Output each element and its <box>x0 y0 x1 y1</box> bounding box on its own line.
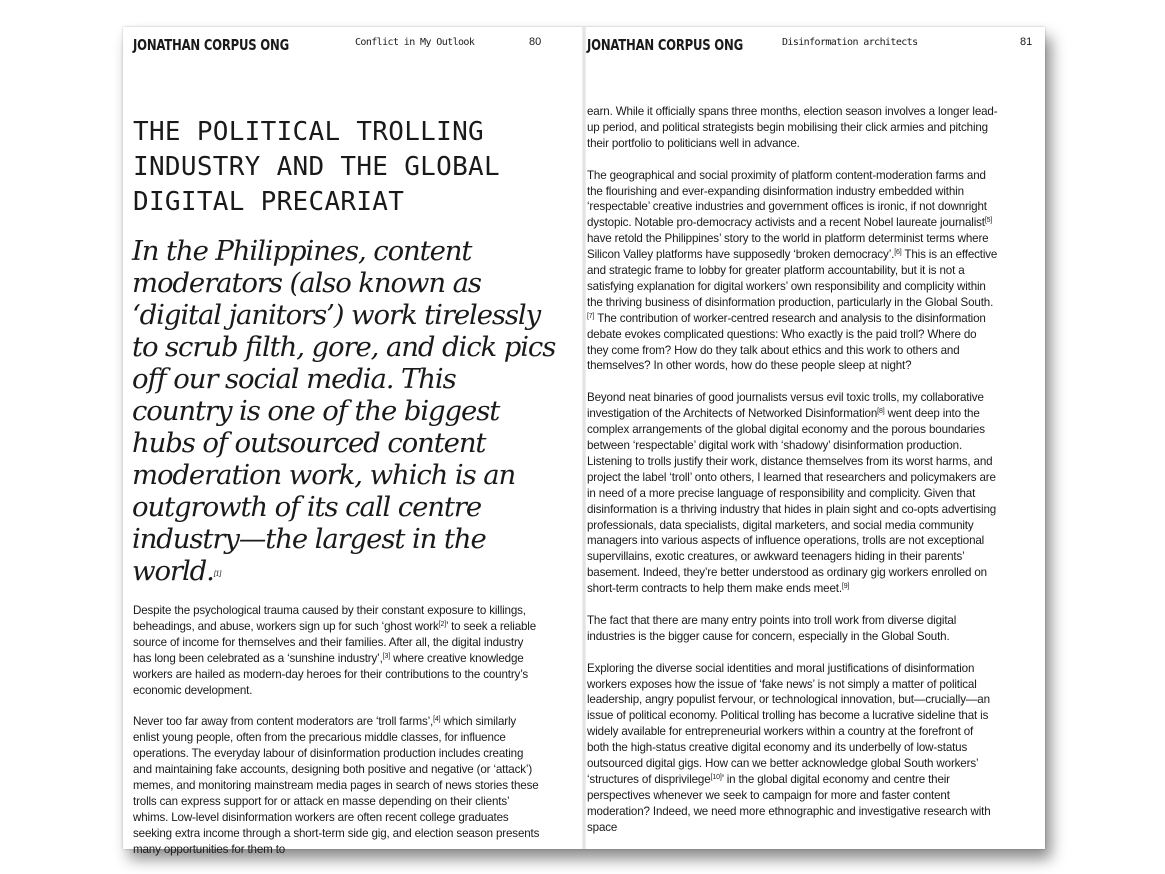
running-head: Conflict in My Outlook <box>355 37 475 48</box>
footnote-ref: [3] <box>382 652 391 660</box>
paragraph <box>587 168 998 375</box>
page-number: 80 <box>529 36 542 48</box>
footnote-ref: [5] <box>984 217 993 225</box>
left-page <box>123 27 584 856</box>
footnote-ref: [2] <box>438 620 446 628</box>
paragraph <box>587 613 998 645</box>
chapter-title: THE POLITICAL TROLLING INDUSTRY AND THE GLOBAL DIGITAL PRECARIAT <box>133 117 500 217</box>
paragraph-text: which similarly enlist young people, often from the precarious middle classes, for influence operations. The everyday labour of disinformation production includes creating and maintaining fake accounts, designing both positive and negative (or ‘attack’) memes, and monitoring mainstream media pages in search of news stories these trolls can express support for or attack en masse depending on their clients’ whims. Low-level disinformation workers are often recent college graduates seeking extra income through a short-term side gig, and election season presents many opportunities for them to <box>133 715 540 856</box>
paragraph-text: Exploring the diverse social identities and moral justifications of disinformation workers exposes how the issue of ‘fake news’ is not simply a matter of political leadership, angry populist fervour, or technological innovation, but—crucially—an issue of political economy. Political trolling has become a lucrative sideline that is widely available for entrepreneurial workers within a country at the forefront of both the high-status creative digital economy and its underbelly of low-status outsourced digital gigs. How can we better acknowledge global South workers’ ‘structures of disprivilege <box>587 661 990 786</box>
footnote-ref: [7] <box>587 312 595 320</box>
paragraph <box>587 390 998 597</box>
author-name: JONATHAN CORPUS ONG <box>133 36 289 54</box>
footnote-ref: [9] <box>841 583 850 591</box>
paragraph-text: This is an effective and strategic frame to lobby for greater platform accountability, but it is not a satisfying explanation for digital workers’ own responsibility and complicity within the thriving business of disinformation production, particularly in the Global South. <box>587 248 998 309</box>
footnote-ref: [1] <box>213 570 221 578</box>
footnote-ref: [6] <box>894 249 902 257</box>
footnote-ref: [10] <box>710 774 722 781</box>
left-body-text <box>133 603 543 873</box>
paragraph-text: Never too far away from content moderators are ‘troll farms’, <box>133 715 434 729</box>
paragraph-text: The fact that there are many entry points into troll work from diverse digital industries is the bigger cause for concern, especially in the Global South. <box>587 613 957 643</box>
paragraph-text: have retold the Philippines’ story to the world in platform determinist terms where Silicon Valley platforms have supposedly ‘broken democracy’. <box>587 232 989 262</box>
paragraph <box>587 661 998 836</box>
paragraph <box>133 714 543 857</box>
right-body-text <box>587 104 998 852</box>
paragraph-text: where creative knowledge workers are hailed as modern-day heroes for their contributions to the country’s economic development. <box>133 651 529 697</box>
paragraph-text: Despite the psychological trauma caused by their constant exposure to killings, beheadings, and abuse, workers sign up for such ‘ghost work <box>133 604 526 633</box>
paragraph <box>133 603 543 698</box>
page-number: 81 <box>1020 36 1033 48</box>
paragraph-text: ’ in the global digital economy and centre their perspectives whenever we seek to campaign for more and faster content moderation? Indeed, we need more ethnographic and investigative research with space <box>587 773 991 834</box>
paragraph <box>587 104 998 152</box>
right-page <box>584 27 1045 849</box>
pull-quote-text: In the Philippines, content moderators (also known as ‘digital janitors’) work tirelessly to scrub filth, gore, and dick pics off our social media. This country is one of the biggest hubs of outsourced content moderation work, which is an outgrowth of its call centre industry—the largest in the world. <box>132 235 556 587</box>
paragraph-text: The geographical and social proximity of platform content-moderation farms and the flourishing and ever-expanding disinformation industry embedded within ‘respectable’ creative industries and government offices is ironic, if not downright dystopic. Notable pro-democracy activists and a recent Nobel laureate journalist <box>587 168 987 230</box>
pull-quote <box>132 235 562 587</box>
author-name: JONATHAN CORPUS ONG <box>587 36 743 54</box>
footnote-ref: [8] <box>877 408 885 416</box>
paragraph-text: earn. While it officially spans three months, election season involves a longer lead-up period, and political strategists begin mobilising their click armies and pitching their portfolio to politicians well in advance. <box>587 105 998 150</box>
running-head: Disinformation architects <box>782 37 918 48</box>
paragraph-text: ’ to seek a reliable source of income for themselves and their families. After all, the digital industry has long been celebrated as a ‘sunshine industry’, <box>133 619 537 665</box>
paragraph-text: went deep into the complex arrangements of the global digital economy and the porous boundaries between ‘respectable’ digital work with ‘shadowy’ disinformation production. Listening to trolls justify their work, distance themselves from its worst harms, and project the label ‘troll’ onto others, I learned that researchers and policymakers are in need of a more precise language of responsibility and complicity. Given that disinformation is a thriving industry that hides in plain sight and co-opts advertising professionals, data specialists, digital marketers, and social media community managers into various aspects of influence operations, trolls are not exceptional supervillains, exotic creatures, or awkward teenagers hiding in their parents’ basement. Indeed, they’re better understood as ordinary gig workers enrolled on short-term contracts to help them make ends meet. <box>587 407 997 596</box>
footnote-ref: [4] <box>433 716 441 724</box>
book-spread <box>123 27 1045 856</box>
paragraph-text: Beyond neat binaries of good journalists versus evil toxic trolls, my collaborative investigation of the Architects of Networked Disinformation <box>587 391 984 421</box>
paragraph-text: The contribution of worker-centred research and analysis to the disinformation debate evokes complicated questions: Who exactly is the paid troll? Where do they come from? How do they talk about ethics and this work to others and themselves? In other words, how do these people sleep at night? <box>587 311 986 373</box>
